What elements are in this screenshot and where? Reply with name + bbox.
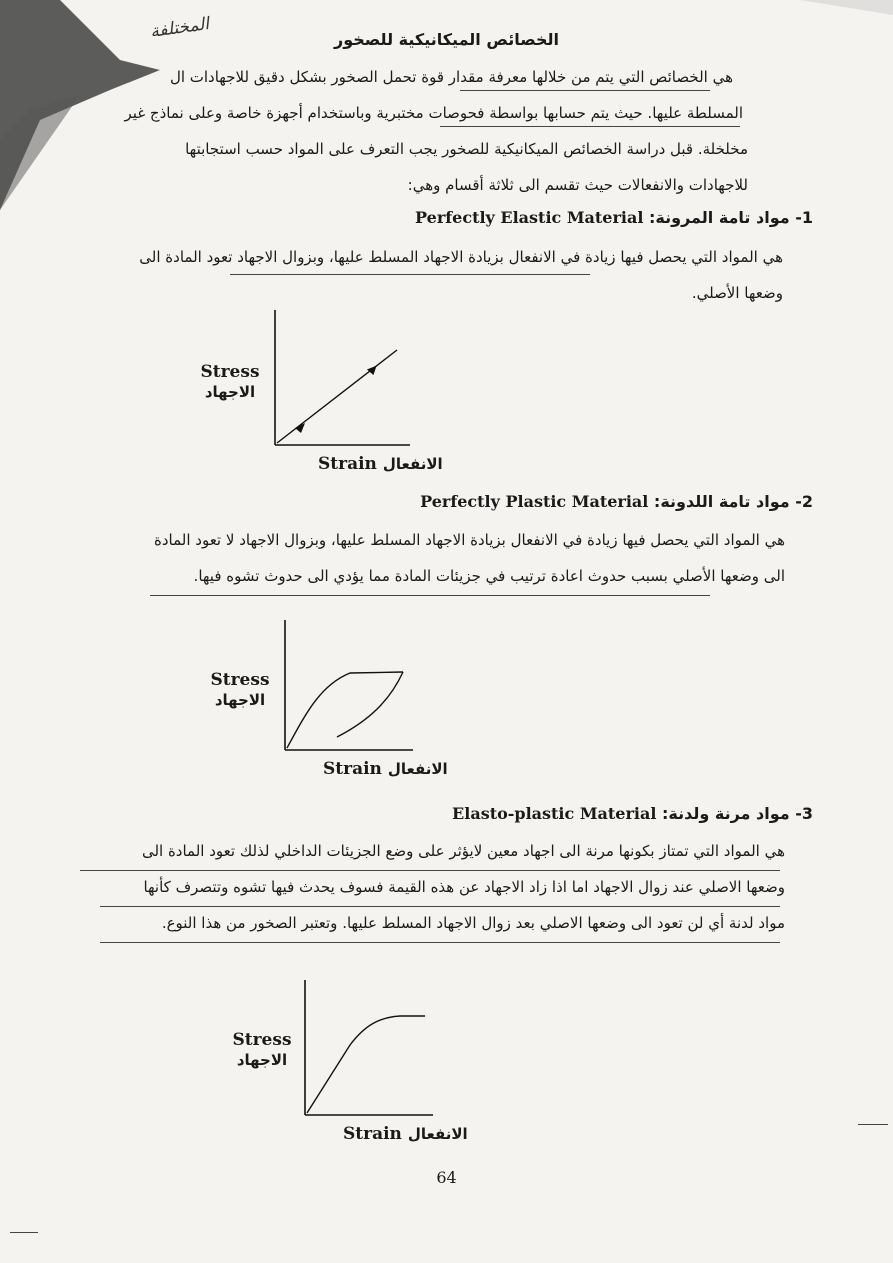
strain-en: Strain	[323, 759, 382, 779]
section-2-line-2: الى وضعها الأصلي بسبب حدوث اعادة ترتيب في جزيئات المادة مما يؤدي الى حدوث تشوه فيها.	[193, 567, 785, 585]
stress-en: Stress	[210, 670, 270, 690]
scan-mark	[858, 1124, 888, 1125]
underline	[100, 906, 780, 907]
underline	[460, 90, 710, 91]
section-1-line-2: وضعها الأصلي.	[691, 284, 783, 302]
graph-2-stress-label	[200, 670, 280, 710]
section-1-heading-en: Perfectly Elastic Material	[415, 208, 644, 227]
section-3-heading	[452, 804, 813, 823]
graph-1-strain-label	[318, 454, 443, 474]
graph-elasto-plastic	[295, 975, 435, 1120]
stress-en: Stress	[232, 1030, 292, 1050]
unloading-curve	[337, 672, 403, 737]
graph-1-stress-label	[190, 362, 270, 402]
graph-elastic	[265, 305, 415, 450]
stress-ar: الاجهاد	[214, 691, 266, 709]
strain-ar: الانفعال	[387, 760, 448, 778]
underline	[440, 126, 740, 127]
underline	[150, 595, 710, 596]
section-2-heading-ar: 2- مواد تامة اللدونة:	[653, 492, 813, 511]
strain-ar: الانفعال	[407, 1125, 468, 1143]
strain-en: Strain	[318, 454, 377, 474]
section-3-heading-en: Elasto-plastic Material	[452, 804, 657, 823]
section-3-line-1: هي المواد التي تمتاز بكونها مرنة الى اجهاد معين لايؤثر على وضع الجزيئات الداخلي لذلك تعود المادة الى	[141, 842, 785, 860]
graph-2-strain-label	[323, 759, 448, 779]
page-title: الخصائص الميكانيكية للصخور	[334, 30, 559, 49]
underline	[100, 942, 780, 943]
stress-en: Stress	[200, 362, 260, 382]
underline	[80, 870, 780, 871]
graph-plastic	[275, 615, 415, 755]
page-number: 64	[436, 1168, 457, 1187]
arrow-up	[367, 366, 378, 376]
underline	[230, 274, 590, 275]
elasto-plastic-curve	[307, 1016, 425, 1113]
strain-ar: الانفعال	[382, 455, 443, 473]
section-1-line-1: هي المواد التي يحصل فيها زيادة في الانفعال بزيادة الاجهاد المسلط عليها، وبزوال الاجهاد تعود المادة الى	[139, 248, 783, 266]
scan-mark	[10, 1232, 38, 1233]
section-1-heading-ar: 1- مواد تامة المرونة:	[649, 208, 813, 227]
section-3-line-3: مواد لدنة أي لن تعود الى وضعها الاصلي بعد زوال الاجهاد المسلط عليها. وتعتبر الصخور من هذا النوع.	[161, 914, 785, 932]
intro-line-1: هي الخصائص التي يتم من خلالها معرفة مقدار قوة تحمل الصخور بشكل دقيق للاجهادات ال	[169, 68, 733, 86]
strain-en: Strain	[343, 1124, 402, 1144]
section-2-heading	[420, 492, 813, 511]
section-3-heading-ar: 3- مواد مرنة ولدنة:	[662, 804, 813, 823]
handwritten-note: المختلفة	[148, 13, 211, 43]
intro-line-4: للاجهادات والانفعالات حيث تقسم الى ثلاثة أقسام وهي:	[407, 176, 748, 194]
section-1-heading	[415, 208, 813, 227]
section-2-heading-en: Perfectly Plastic Material	[420, 492, 649, 511]
intro-line-2: المسلطة عليها. حيث يتم حسابها بواسطة فحوصات مختبرية وباستخدام أجهزة خاصة وعلى نماذج غير	[124, 104, 743, 122]
stress-ar: الاجهاد	[236, 1051, 288, 1069]
section-3-line-2: وضعها الاصلي عند زوال الاجهاد اما اذا زاد الاجهاد عن هذه القيمة فسوف يحدث فيها تشوه وتتصرف كأنها	[143, 878, 785, 896]
graph-3-stress-label	[222, 1030, 302, 1070]
section-2-line-1: هي المواد التي يحصل فيها زيادة في الانفعال بزيادة الاجهاد المسلط عليها، وبزوال الاجهاد لا تعود المادة	[153, 531, 785, 549]
loading-curve	[287, 672, 403, 748]
stress-ar: الاجهاد	[204, 383, 256, 401]
graph-3-strain-label	[343, 1124, 468, 1144]
intro-line-3: مخلخلة. قبل دراسة الخصائص الميكانيكية للصخور يجب التعرف على المواد حسب استجابتها	[185, 140, 748, 158]
elastic-curve	[277, 350, 397, 443]
